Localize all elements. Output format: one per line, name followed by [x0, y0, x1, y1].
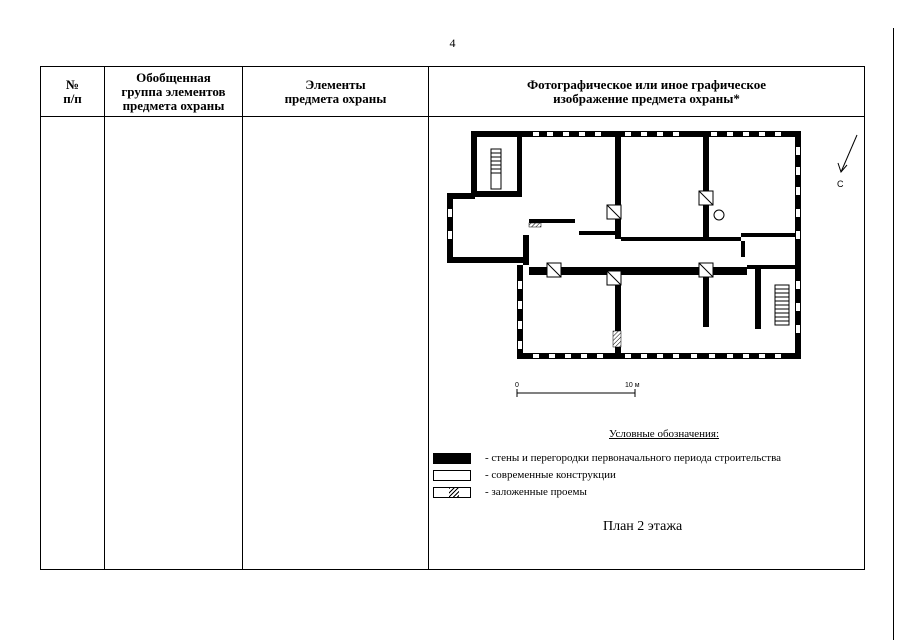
cell-image	[429, 117, 865, 570]
table-row	[41, 117, 865, 570]
legend-swatch-original-walls	[433, 453, 471, 464]
floor-plan	[429, 117, 865, 571]
legend-text: - стены и перегородки первоначального периода строительства	[485, 452, 782, 464]
compass-label: С	[837, 179, 844, 189]
header-image: Фотографическое или иное графическое изображение предмета охраны*	[429, 67, 865, 117]
header-number: № п/п	[41, 67, 105, 117]
header-group: Обобщенная группа элементов предмета охраны	[105, 67, 243, 117]
legend-text: - современные конструкции	[485, 469, 616, 481]
legend-swatch-modern	[433, 470, 471, 481]
cell-elements	[243, 117, 429, 570]
legend-text: - заложенные проемы	[485, 486, 587, 498]
page-number: 4	[449, 36, 456, 50]
plan-caption: План 2 этажа	[603, 519, 683, 534]
legend-item	[433, 470, 823, 482]
legend-title: Условные обозначения:	[609, 428, 720, 440]
north-arrow-icon	[838, 135, 857, 172]
cell-group	[105, 117, 243, 570]
protection-table	[40, 66, 865, 570]
floor-plan-walls	[447, 131, 801, 359]
header-elements: Элементы предмета охраны	[243, 67, 429, 117]
legend-item	[433, 487, 823, 499]
scale-bar	[517, 389, 635, 397]
scale-end-label: 10 м	[625, 382, 640, 389]
scale-start-label: 0	[515, 382, 519, 389]
table-header-row	[41, 67, 865, 117]
legend-item	[433, 453, 823, 465]
legend-swatch-blocked	[433, 487, 471, 498]
cell-number	[41, 117, 105, 570]
page-edge-line	[893, 28, 894, 640]
